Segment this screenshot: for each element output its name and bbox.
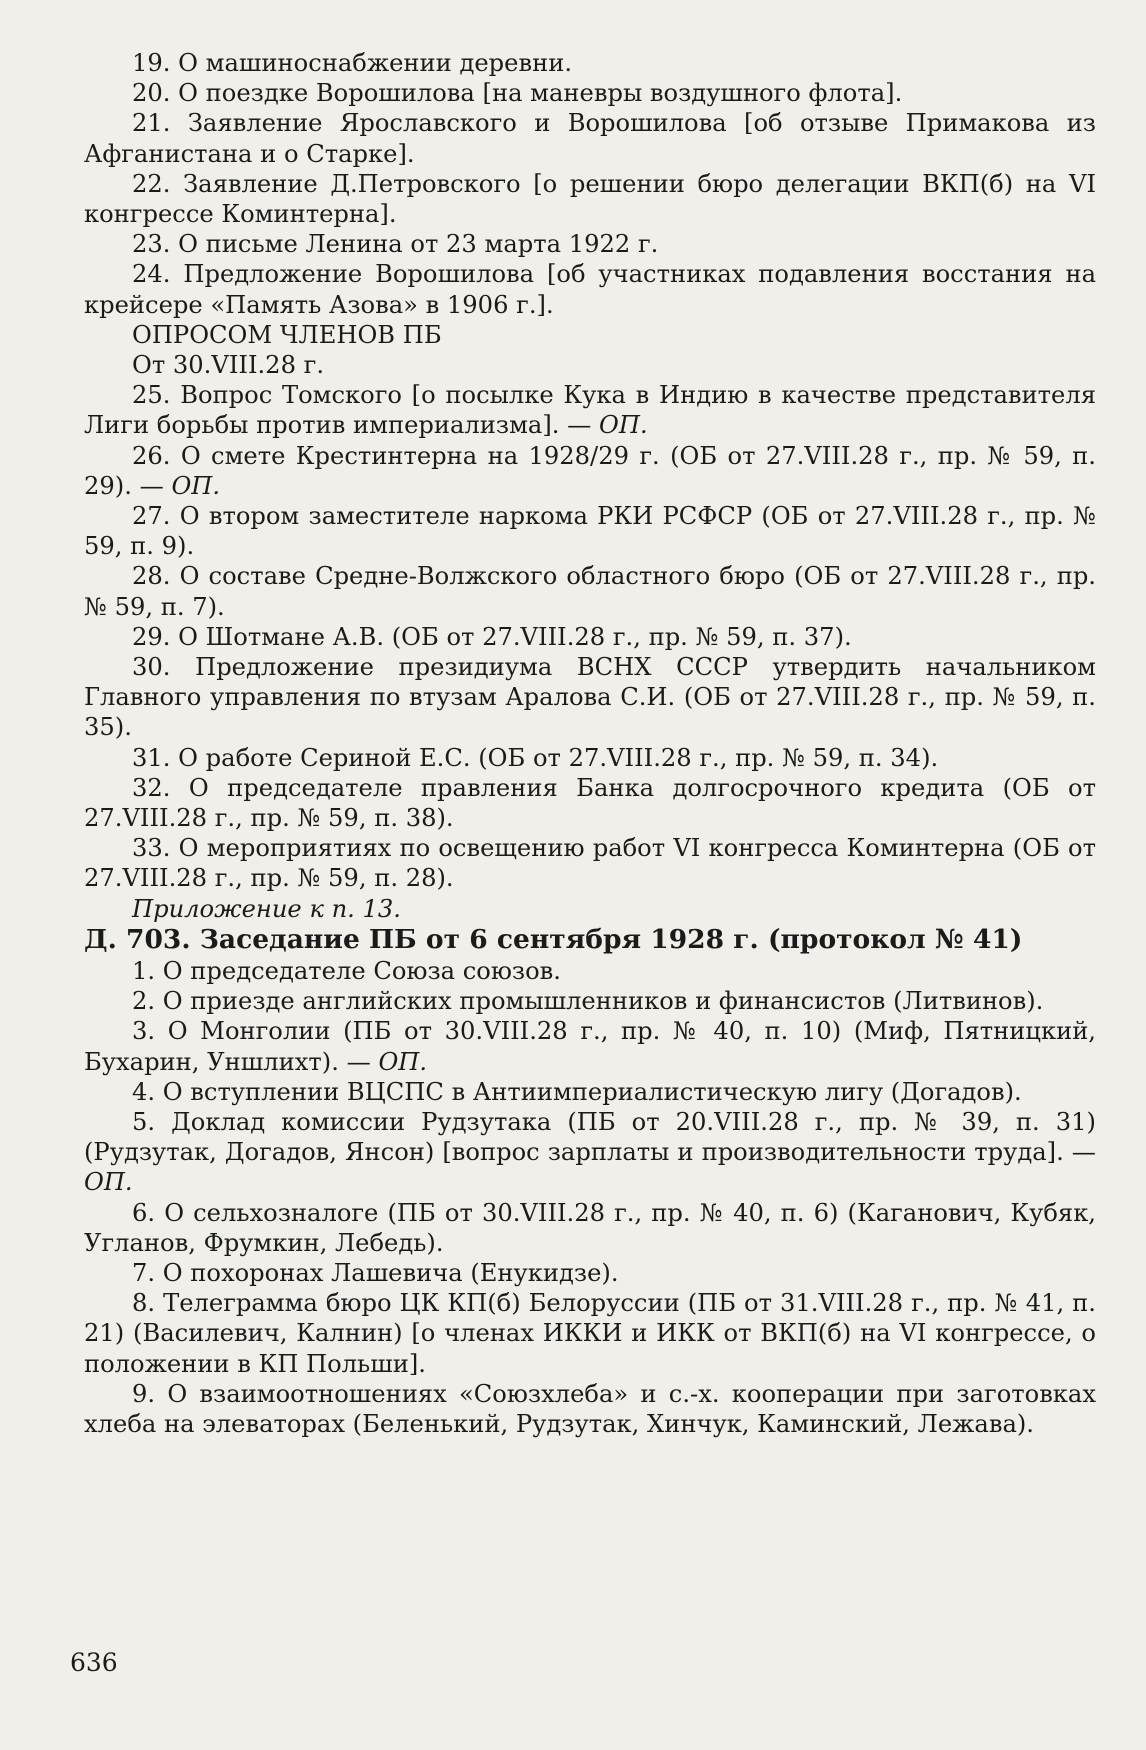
item-text: 4. О вступлении ВЦСПС в Антиимпериалистическую лигу (Догадов). bbox=[132, 1077, 1022, 1106]
list-item bbox=[84, 622, 1096, 652]
item-text: 28. О составе Средне-Волжского областного бюро (ОБ от 27.VIII.28 г., пр. № 59, п. 7). bbox=[84, 562, 1096, 621]
list-item: 19. О машиноснабжении деревни. bbox=[132, 49, 573, 77]
list-item: 24. Предложение Ворошилова [об участниках подавления восстания на крейсере «Память Азова» в 1906 г.]. bbox=[84, 260, 1096, 319]
page-number: 636 bbox=[70, 1648, 118, 1677]
list-item bbox=[84, 1379, 1096, 1439]
item-text: 33. О мероприятиях по освещению работ VI конгресса Коминтерна (ОБ от 27.VIII.28 г., пр. № 59, п. 28). bbox=[84, 834, 1096, 893]
item-suffix: ОП. bbox=[84, 1168, 133, 1197]
list-item bbox=[84, 1107, 1096, 1198]
item-text: 7. О похоронах Лашевича (Енукидзе). bbox=[132, 1258, 619, 1287]
item-suffix: ОП. bbox=[171, 471, 221, 500]
list-item bbox=[84, 1077, 1096, 1107]
list-item bbox=[84, 956, 1096, 986]
appendix-note: Приложение к п. 13. bbox=[132, 894, 401, 923]
items-section-list bbox=[84, 956, 1096, 1439]
item-text: 29. О Шотмане А.В. (ОБ от 27.VIII.28 г., пр. № 59, п. 37). bbox=[132, 622, 852, 651]
section-title: Д. 703. Заседание ПБ от 6 сентября 1928 г. (протокол № 41) bbox=[84, 923, 1023, 955]
poll-heading: ОПРОСОМ ЧЛЕНОВ ПБ bbox=[132, 320, 442, 349]
item-text: 27. О втором заместителе наркома РКИ РСФСР (ОБ от 27.VIII.28 г., пр. № 59, п. 9). bbox=[84, 502, 1096, 561]
item-text: 1. О председателе Союза союзов. bbox=[132, 956, 561, 985]
list-item: 22. Заявление Д.Петровского [о решении бюро делегации ВКП(б) на VI конгрессе Коминтерна]. bbox=[84, 169, 1096, 229]
items-poll-list bbox=[84, 380, 1096, 893]
list-item: 23. О письме Ленина от 23 марта 1922 г. bbox=[132, 230, 659, 259]
list-item bbox=[84, 1288, 1096, 1379]
list-item bbox=[84, 441, 1096, 501]
item-suffix: ОП. bbox=[599, 411, 648, 440]
items-top-list bbox=[84, 48, 1096, 320]
item-text: 5. Доклад комиссии Рудзутака (ПБ от 20.VIII.28 г., пр. № 39, п. 31) (Рудзутак, Догадов, Янсон) [вопрос зарплаты и производительности труда]. — bbox=[84, 1107, 1096, 1167]
poll-date: От 30.VIII.28 г. bbox=[132, 351, 325, 380]
item-text: 26. О смете Крестинтерна на 1928/29 г. (ОБ от 27.VIII.28 г., пр. № 59, п. 29). — bbox=[84, 441, 1096, 500]
item-text: 9. О взаимоотношениях «Союзхлеба» и с.-х. кооперации при заготовках хлеба на элеваторах (Беленький, Рудзутак, Хинчук, Каминский, Лежава). bbox=[84, 1379, 1096, 1438]
item-suffix: ОП. bbox=[378, 1047, 428, 1076]
item-text: 8. Телеграмма бюро ЦК КП(б) Белоруссии (ПБ от 31.VIII.28 г., пр. № 41, п. 21) (Василевич, Калнин) [о членах ИККИ и ИКК от ВКП(б) на VI конгрессе, о положении в КП Польши]. bbox=[84, 1289, 1096, 1378]
item-text: 2. О приезде английских промышленников и финансистов (Литвинов). bbox=[132, 987, 1044, 1016]
item-text: 3. О Монголии (ПБ от 30.VIII.28 г., пр. № 40, п. 10) (Миф, Пятницкий, Бухарин, Уншлихт). — bbox=[84, 1017, 1096, 1076]
list-item bbox=[84, 380, 1096, 440]
item-text: 31. О работе Сериной Е.С. (ОБ от 27.VIII.28 г., пр. № 59, п. 34). bbox=[132, 743, 939, 772]
list-item bbox=[84, 773, 1096, 833]
item-text: 6. О сельхозналоге (ПБ от 30.VIII.28 г., пр. № 40, п. 6) (Каганович, Кубяк, Угланов, Фрумкин, Лебедь). bbox=[84, 1198, 1096, 1257]
list-item bbox=[84, 833, 1096, 893]
list-item bbox=[84, 652, 1096, 743]
list-item bbox=[84, 743, 1096, 773]
item-text: 25. Вопрос Томского [о посылке Кука в Индию в качестве представителя Лиги борьбы против империализма]. — bbox=[84, 381, 1096, 440]
document-page bbox=[84, 48, 1096, 1439]
item-text: 32. О председателе правления Банка долгосрочного кредита (ОБ от 27.VIII.28 г., пр. № 59, п. 38). bbox=[84, 773, 1096, 833]
list-item bbox=[84, 561, 1096, 621]
item-text: 30. Предложение президиума ВСНХ СССР утвердить начальником Главного управления по втузам Аралова С.И. (ОБ от 27.VIII.28 г., пр. № 59, п. 35). bbox=[84, 653, 1096, 742]
list-item: 21. Заявление Ярославского и Ворошилова [об отзыве Примакова из Афганистана и о Старке]. bbox=[84, 109, 1096, 168]
list-item bbox=[84, 1258, 1096, 1288]
list-item bbox=[84, 1016, 1096, 1076]
list-item bbox=[84, 1198, 1096, 1258]
list-item: 20. О поездке Ворошилова [на маневры воздушного флота]. bbox=[132, 79, 903, 108]
list-item bbox=[84, 501, 1096, 561]
list-item bbox=[84, 986, 1096, 1016]
